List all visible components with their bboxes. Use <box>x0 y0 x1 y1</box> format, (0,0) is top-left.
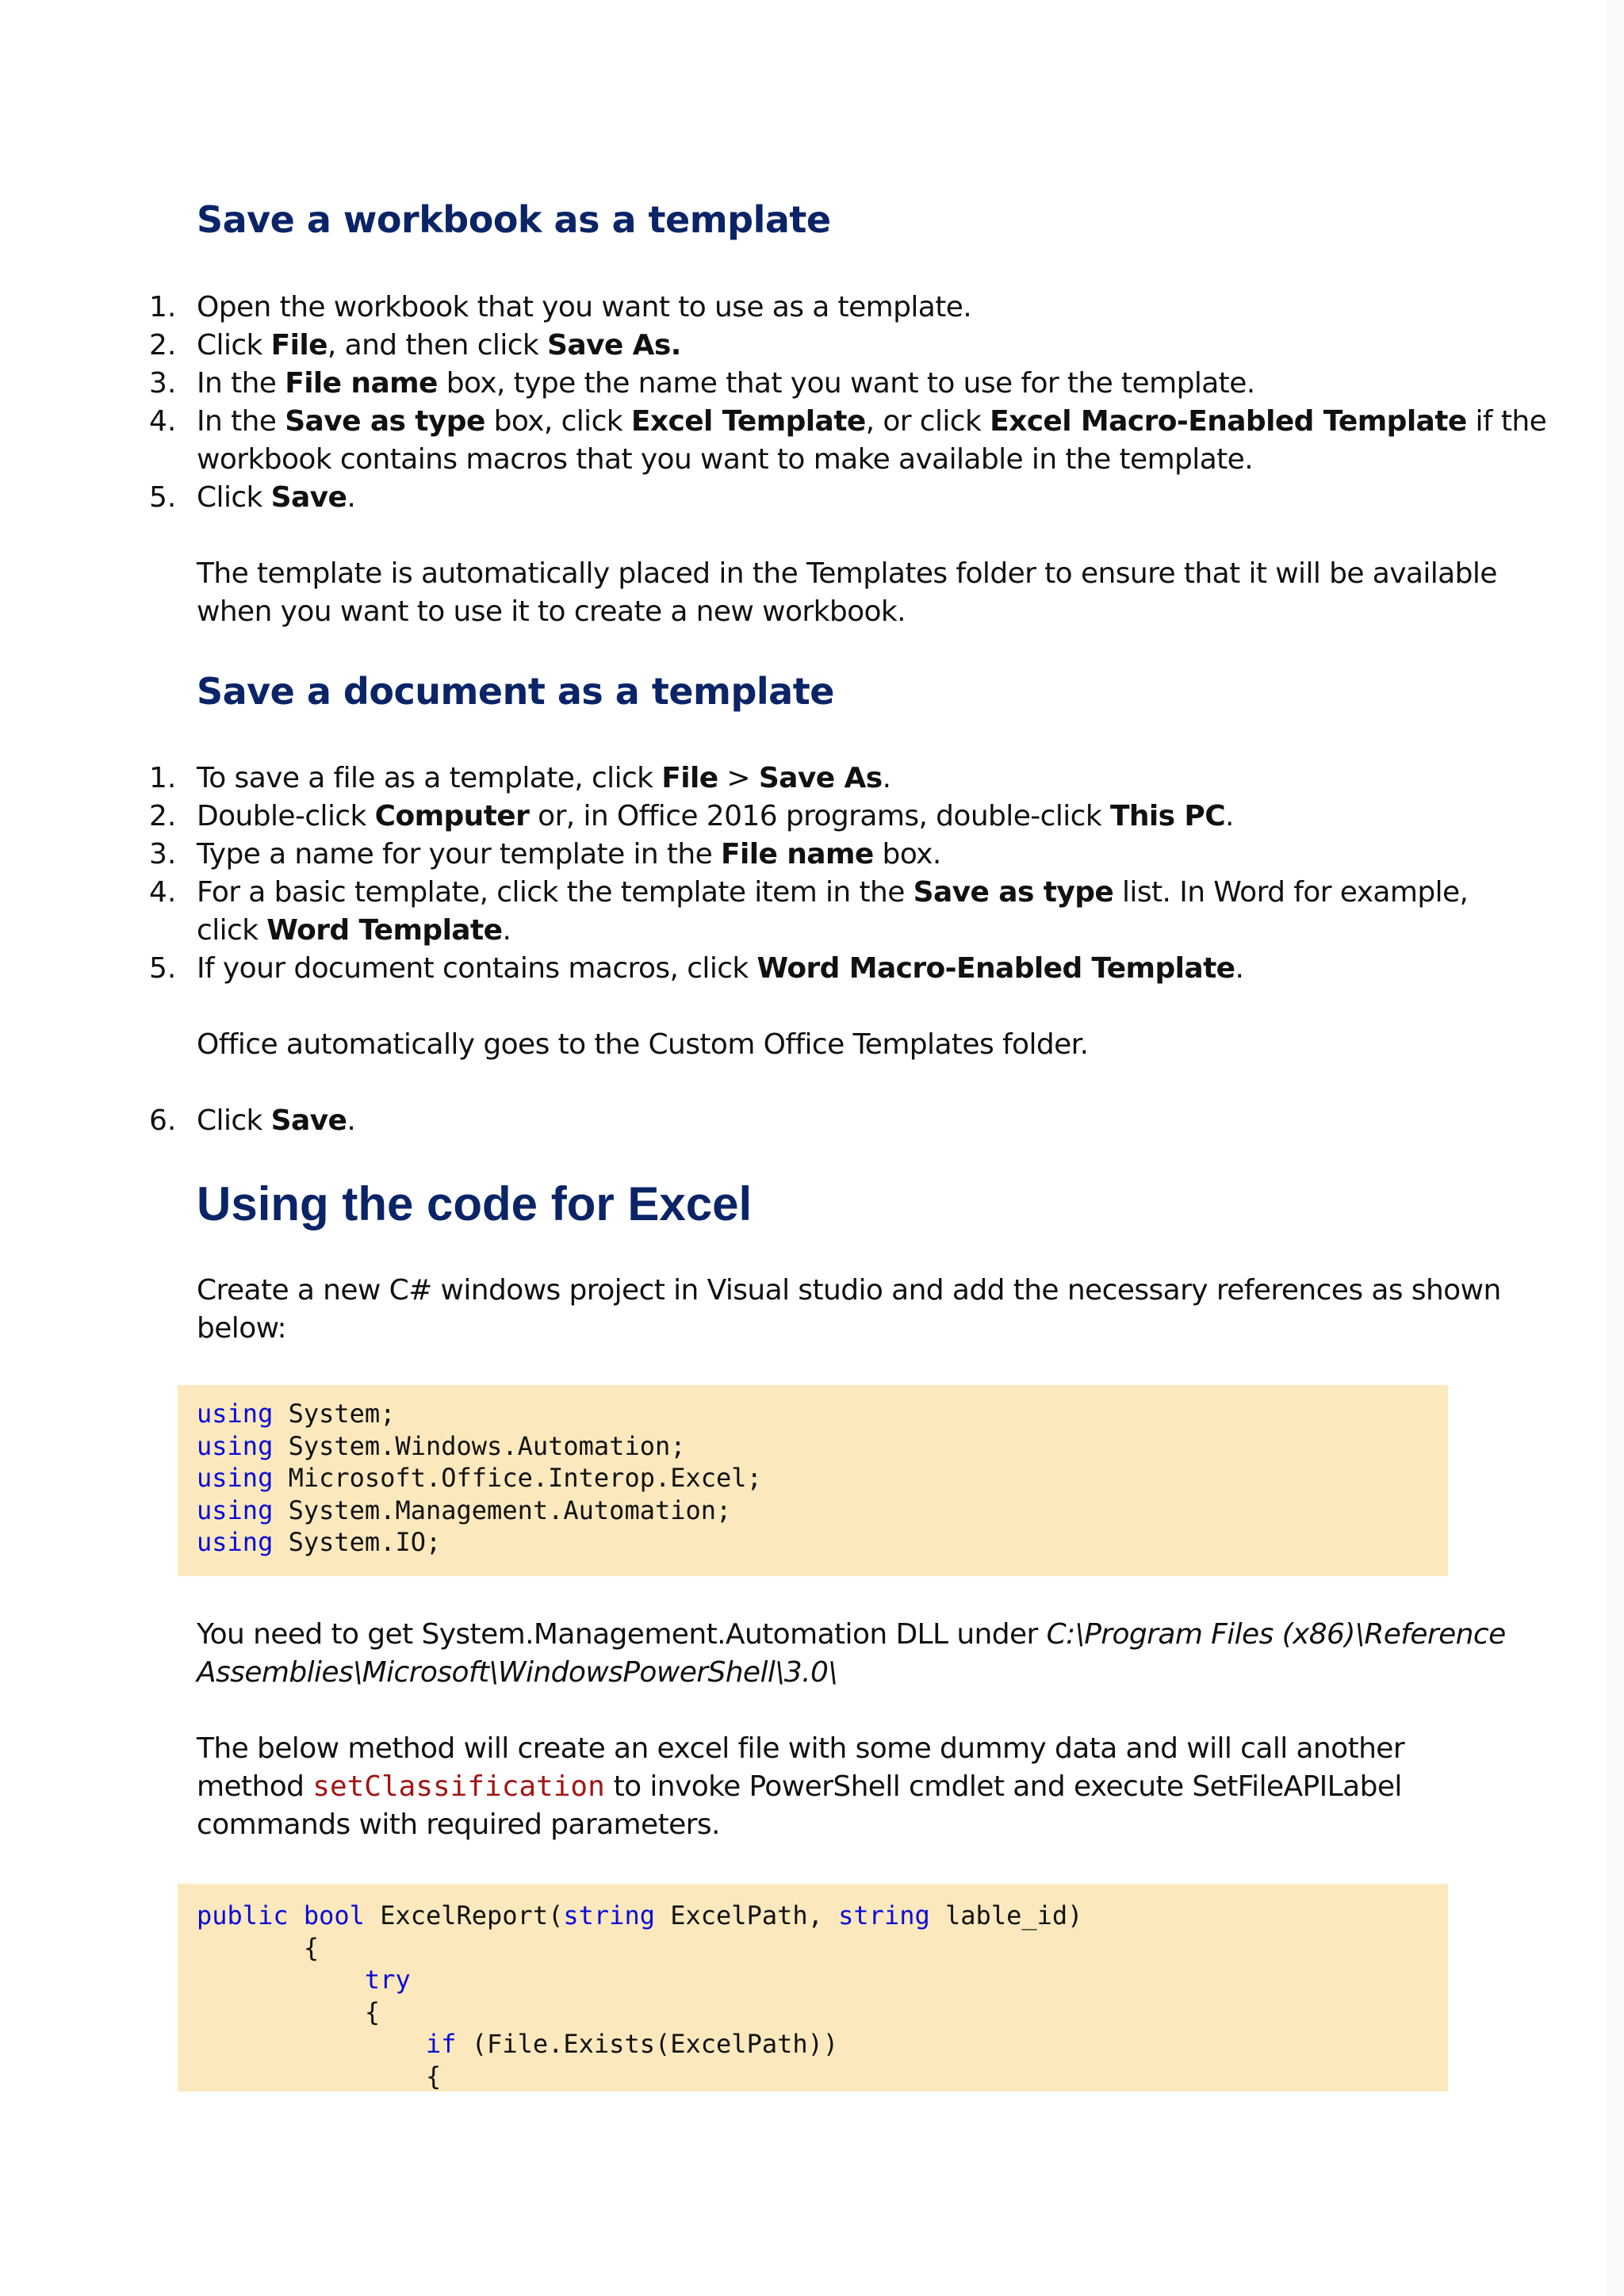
list-text: click Word Template. <box>197 914 511 947</box>
list-number: 6. <box>149 1104 177 1137</box>
list-text: Click Save. <box>197 481 356 514</box>
list-number: 2. <box>149 329 177 362</box>
inline-code-setclassification: setClassification <box>312 1770 605 1803</box>
list-text: In the File name box, type the name that you want to use for the template. <box>197 367 1255 400</box>
code-excelreport: public bool ExcelReport(string ExcelPath, string lable_id) { try { if (File.Exists(ExcelPath)) { <box>197 1900 1083 2091</box>
list-text: If your document contains macros, click Word Macro-Enabled Template. <box>197 952 1244 985</box>
list-number: 3. <box>149 838 177 871</box>
list-number: 4. <box>149 876 177 909</box>
list-text: To save a file as a template, click File > Save As. <box>197 762 891 794</box>
paragraph-intro: Create a new C# windows project in Visual studio and add the necessary references as shown below: <box>197 1274 1501 1345</box>
list-number: 2. <box>149 800 177 832</box>
list-text: In the Save as type box, click Excel Template, or click Excel Macro-Enabled Template if the <box>197 405 1547 438</box>
list-number: 3. <box>149 367 177 400</box>
code-block-excelreport <box>178 1884 1448 2091</box>
list-text: workbook contains macros that you want to make available in the template. <box>197 443 1254 476</box>
paragraph-office-note: Office automatically goes to the Custom Office Templates folder. <box>197 1028 1089 1061</box>
paragraph-dll-location: You need to get System.Management.Automation DLL under C:\Program Files (x86)\Reference Assemblies\Microsoft\WindowsPowerShell\3.0\ <box>197 1618 1506 1689</box>
page-gutter <box>1607 0 1624 2296</box>
list-number: 4. <box>149 405 177 438</box>
list-number: 1. <box>149 762 177 794</box>
list-text: Open the workbook that you want to use as a template. <box>197 291 972 323</box>
heading-save-workbook: Save a workbook as a template <box>197 198 831 241</box>
heading-save-document: Save a document as a template <box>197 670 834 713</box>
code-block-usings <box>178 1385 1448 1576</box>
list-text: Double-click Computer or, in Office 2016 programs, double-click This PC. <box>197 800 1234 832</box>
code-usings: using System; using System.Windows.Automation; using Microsoft.Office.Interop.Excel; using System.Management.Automation; using System.IO; <box>197 1399 762 1557</box>
list-text: Click Save. <box>197 1104 356 1137</box>
heading-using-code-excel: Using the code for Excel <box>197 1177 753 1230</box>
list-text: For a basic template, click the template item in the Save as type list. In Word for example, <box>197 876 1469 909</box>
paragraph-template-note: The template is automatically placed in the Templates folder to ensure that it will be available when you want to use it to create a new workbook. <box>197 557 1497 628</box>
list-number: 1. <box>149 291 177 323</box>
paragraph-method-description: The below method will create an excel file with some dummy data and will call another method setClassification to invoke PowerShell cmdlet and execute SetFileAPILabel commands with required parameters. <box>197 1732 1405 1841</box>
list-number: 5. <box>149 952 177 985</box>
list-number: 5. <box>149 481 177 514</box>
list-text: Click File, and then click Save As. <box>197 329 681 362</box>
list-text: Type a name for your template in the File name box. <box>197 838 941 871</box>
